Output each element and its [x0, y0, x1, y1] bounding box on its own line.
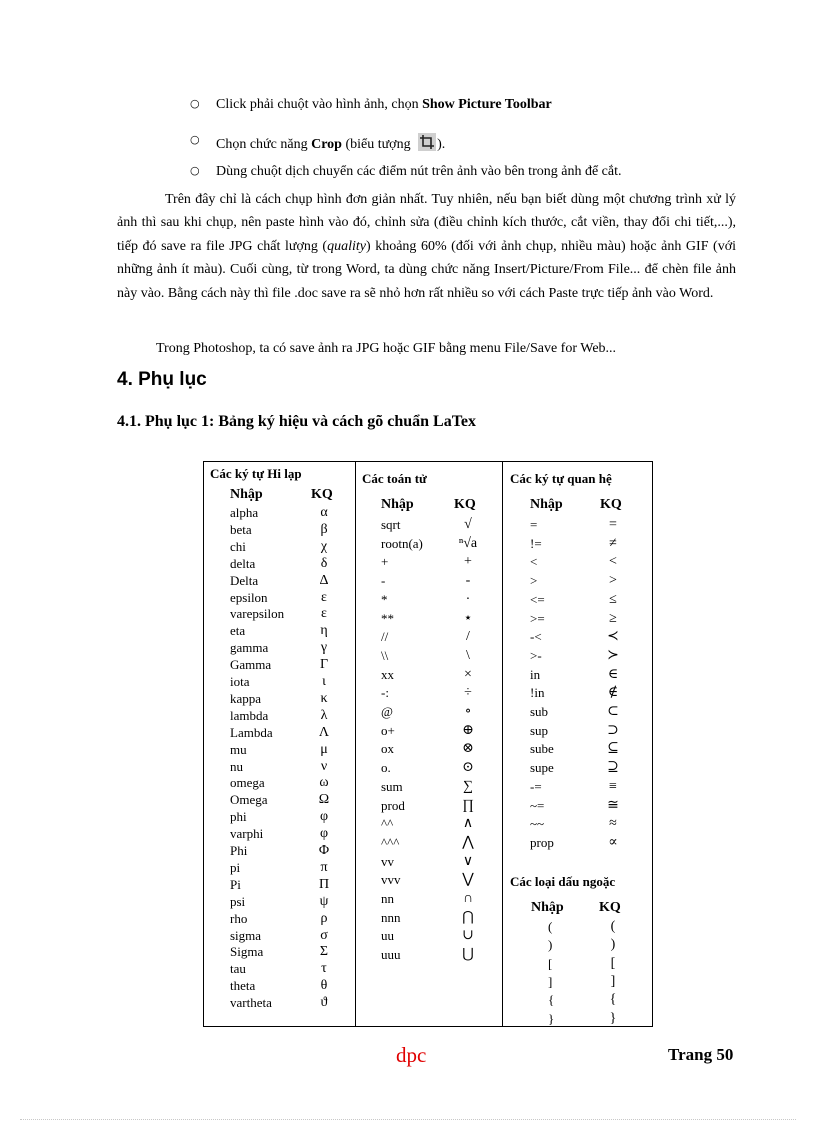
symbol-input: uu	[381, 928, 394, 944]
symbol-input: prod	[381, 797, 405, 813]
symbol-result: ∉	[607, 685, 619, 701]
symbol-input: phi	[230, 809, 247, 825]
symbol-result: ω	[319, 775, 329, 791]
symbol-result: χ	[320, 538, 328, 554]
symbol-input: vv	[381, 853, 394, 869]
symbol-result: ≺	[607, 629, 619, 645]
symbol-input: delta	[230, 555, 256, 571]
symbol-input: **	[381, 610, 394, 626]
symbol-result: ι	[322, 674, 326, 689]
symbol-result: ]	[610, 973, 616, 989]
bullet-text: Chọn chức năng	[216, 137, 312, 152]
symbol-input: -=	[530, 778, 542, 794]
symbol-result: Ω	[318, 792, 330, 808]
symbol-input: !in	[530, 685, 545, 701]
symbol-result: γ	[320, 640, 328, 656]
symbol-input: =	[530, 517, 538, 532]
symbol-result: Γ	[319, 657, 329, 673]
symbol-result: √	[464, 517, 472, 532]
symbol-input: >	[530, 573, 538, 589]
symbol-input: pi	[230, 859, 241, 875]
symbol-result: (	[610, 919, 616, 934]
symbol-input: <=	[530, 591, 545, 607]
symbol-input: Gamma	[230, 657, 272, 673]
greek-result-header: KQ	[311, 487, 333, 502]
symbol-result: ⊆	[607, 741, 619, 757]
symbol-result: Σ	[319, 944, 329, 960]
symbol-result: ≠	[609, 535, 617, 551]
symbol-result: ∨	[462, 853, 474, 869]
column-divider	[355, 462, 356, 1026]
latex-symbol-table	[203, 461, 653, 1027]
symbol-input: iota	[230, 674, 250, 689]
symbol-input: mu	[230, 741, 247, 757]
brackets-section-title: Các loại dấu ngoặc	[510, 874, 616, 889]
symbol-input: nu	[230, 758, 243, 774]
greek-column-title: Các ký tự Hi lạp	[210, 466, 302, 481]
symbol-input: sqrt	[381, 517, 401, 532]
symbol-result: σ	[320, 927, 328, 943]
symbol-result: λ	[320, 707, 328, 723]
paragraph-italic: quality	[327, 238, 366, 254]
symbol-input: epsilon	[230, 589, 268, 605]
symbol-result: Φ	[318, 843, 330, 858]
symbol-input: sube	[530, 741, 554, 757]
symbol-result: ⊂	[607, 704, 619, 719]
symbol-result: ≅	[607, 797, 619, 813]
relations-input-header: Nhập	[530, 497, 563, 512]
symbol-result: >	[609, 573, 617, 589]
symbol-input: <	[530, 554, 538, 570]
symbol-result: ≻	[607, 647, 619, 663]
symbol-input: varepsilon	[230, 606, 285, 622]
symbol-input: alpha	[230, 505, 259, 520]
symbol-result: -	[465, 573, 471, 589]
symbol-input: nnn	[381, 909, 401, 925]
symbol-result: ÷	[464, 685, 472, 701]
symbol-result: +	[464, 554, 472, 570]
brackets-result-header: KQ	[599, 900, 621, 915]
paragraph-text: Trên đây chỉ là cách chụp hình đơn giản nhất. Tuy nhiên, nếu bạn biết dùng một chương trình xử lý ảnh thì sau khi chụp, nên paste hình vào đó, chỉnh sửa (điều chỉnh kích thước, cắt viền, thay đổi chi tiết,...), tiếp đó save ra file JPG chất lượng (	[117, 192, 736, 254]
bullet-bold-text: Show Picture Toolbar	[422, 97, 552, 112]
symbol-input: prop	[530, 834, 554, 850]
symbol-input: o+	[381, 722, 395, 738]
operators-input-header: Nhập	[381, 497, 414, 512]
symbol-input: supe	[530, 760, 554, 776]
symbol-input: *	[381, 591, 388, 607]
crop-icon	[418, 133, 436, 151]
symbol-input: -<	[530, 629, 542, 645]
symbol-input: [	[548, 955, 553, 971]
symbol-result: δ	[320, 555, 328, 571]
symbol-result: ∈	[607, 666, 619, 682]
symbol-result: ⋂	[462, 909, 474, 925]
symbol-input: Phi	[230, 843, 248, 858]
symbol-result: =	[609, 517, 617, 532]
bullet-bold-text: Crop	[311, 137, 342, 152]
symbol-result: /	[466, 629, 470, 645]
symbol-input: Delta	[230, 572, 259, 588]
symbol-result: ⊇	[607, 760, 619, 776]
symbol-result: [	[610, 955, 616, 971]
symbol-result: φ	[319, 809, 329, 825]
symbol-result: ×	[464, 666, 472, 682]
symbol-result: ν	[320, 758, 328, 774]
symbol-result: <	[609, 554, 617, 570]
symbol-input: +	[381, 554, 389, 570]
body-paragraph	[117, 188, 736, 305]
symbol-input: theta	[230, 978, 256, 994]
symbol-input: @	[381, 704, 393, 719]
symbol-result: ϑ	[320, 995, 328, 1011]
symbol-input: rho	[230, 910, 248, 926]
symbol-input: ~=	[530, 797, 545, 813]
body-paragraph-photoshop: Trong Photoshop, ta có save ảnh ra JPG hoặc GIF bằng menu File/Save for Web...	[156, 341, 617, 356]
symbol-result: ∧	[462, 816, 474, 832]
symbol-input: omega	[230, 775, 265, 791]
symbol-input: }	[548, 1010, 555, 1026]
symbol-input: Omega	[230, 792, 268, 808]
symbol-input: lambda	[230, 707, 269, 723]
symbol-result: θ	[320, 978, 328, 994]
greek-input-header: Nhập	[230, 487, 263, 502]
symbol-result: ≤	[609, 591, 617, 607]
symbol-input: kappa	[230, 690, 262, 706]
symbol-input: eta	[230, 623, 246, 639]
symbol-input: xx	[381, 666, 394, 682]
symbol-input: {	[548, 992, 555, 1008]
symbol-result: ∏	[462, 797, 474, 813]
symbol-input: Lambda	[230, 724, 273, 740]
symbol-input: sup	[530, 722, 549, 738]
symbol-input: psi	[230, 893, 246, 909]
symbol-input: >-	[530, 647, 542, 663]
symbol-input: nn	[381, 891, 394, 906]
symbol-input: sub	[530, 704, 549, 719]
symbol-result: α	[320, 505, 328, 520]
symbol-input: \\	[381, 647, 389, 663]
relations-result-header: KQ	[600, 497, 622, 512]
symbol-input: rootn(a)	[381, 535, 423, 551]
symbol-input: )	[548, 937, 553, 953]
symbol-input: o.	[381, 760, 391, 776]
symbol-input: in	[530, 666, 541, 682]
bullet-item	[190, 133, 750, 153]
paragraph-text: ) khoảng 60% (đối với ảnh chụp, nhiều màu) hoặc ảnh GIF (với những ảnh ít màu). Cuối cùng, từ trong Word, ta dùng chức năng Insert/Picture/From File... để chèn file ảnh này vào. Bằng cách này thì file .doc save ra sẽ nhỏ hơn rất nhiều so với cách Paste trực tiếp ảnh vào Word.	[117, 238, 736, 301]
symbol-input: ^^^	[381, 834, 400, 850]
symbol-input: ox	[381, 741, 394, 757]
brackets-input-header: Nhập	[531, 900, 564, 915]
symbol-result: β	[320, 521, 328, 537]
symbol-result: ≈	[609, 816, 617, 832]
symbol-result: ⁿ√a	[458, 535, 478, 551]
symbol-input: >=	[530, 610, 545, 626]
symbol-input: ~~	[530, 816, 545, 832]
symbol-result: ε	[321, 606, 327, 622]
bullet-text: ).	[437, 137, 446, 152]
bullet-circle-icon: ○	[190, 164, 200, 177]
symbol-result: \	[466, 647, 470, 663]
symbol-input: sigma	[230, 927, 262, 943]
symbol-result: κ	[320, 690, 328, 706]
symbol-result: ⋆	[463, 610, 473, 626]
page-bottom-divider	[20, 1119, 796, 1120]
symbol-result: Π	[318, 876, 330, 892]
symbol-result: μ	[320, 741, 328, 757]
symbol-input: (	[548, 919, 553, 934]
symbol-result: ⋃	[462, 947, 474, 963]
symbol-result: ∑	[463, 778, 473, 794]
symbol-result: ∘	[464, 704, 472, 719]
symbol-result: Λ	[318, 724, 330, 740]
symbol-result: ≡	[609, 778, 617, 794]
bullet-item	[190, 164, 750, 184]
symbol-result: }	[609, 1010, 617, 1026]
column-divider	[502, 462, 503, 1026]
symbol-input: vartheta	[230, 995, 272, 1011]
symbol-input: vvv	[381, 872, 401, 888]
bullet-text: Click phải chuột vào hình ảnh, chọn	[216, 97, 423, 112]
bullet-circle-icon: ○	[190, 133, 200, 146]
subsection-heading: 4.1. Phụ lục 1: Bảng ký hiệu và cách gõ chuẩn LaTex	[117, 413, 477, 430]
symbol-input: sum	[381, 778, 403, 794]
symbol-input: varphi	[230, 826, 264, 842]
symbol-input: -	[381, 573, 386, 589]
symbol-result: π	[320, 859, 328, 875]
symbol-result: τ	[321, 961, 327, 977]
symbol-result: ≥	[609, 610, 617, 626]
symbol-result: ⊙	[462, 760, 474, 776]
bullet-text: (biểu tượng	[341, 137, 415, 152]
symbol-input: uuu	[381, 947, 401, 963]
symbol-input: !=	[530, 535, 542, 551]
bullet-item	[190, 97, 750, 117]
symbol-input: tau	[230, 961, 246, 977]
symbol-result: ⋀	[462, 834, 474, 850]
symbol-input: Sigma	[230, 944, 264, 960]
symbol-input: -:	[381, 685, 389, 701]
symbol-result: ε	[321, 589, 327, 605]
symbol-input: ]	[548, 973, 553, 989]
page-number: Trang 50	[668, 1045, 734, 1064]
symbol-result: ψ	[319, 893, 329, 909]
symbol-result: ∝	[608, 834, 618, 850]
symbol-result: ⊃	[607, 722, 619, 738]
symbol-result: ⊕	[462, 722, 474, 738]
bullet-circle-icon: ○	[190, 97, 200, 110]
operators-column-title: Các toán tử	[362, 471, 427, 486]
symbol-input: beta	[230, 521, 252, 537]
symbol-result: ⊗	[462, 741, 474, 757]
operators-result-header: KQ	[454, 497, 476, 512]
symbol-result: {	[609, 992, 617, 1008]
symbol-result: ρ	[320, 910, 328, 926]
symbol-input: gamma	[230, 640, 269, 656]
symbol-result: ⋁	[462, 872, 474, 888]
symbol-result: ∩	[462, 891, 474, 906]
footer-author: dpc	[396, 1043, 427, 1067]
relations-column-title: Các ký tự quan hệ	[510, 471, 612, 486]
symbol-input: ^^	[381, 816, 394, 832]
symbol-input: chi	[230, 538, 246, 554]
symbol-result: φ	[319, 826, 329, 842]
symbol-input: //	[381, 629, 389, 645]
bullet-text: Dùng chuột dịch chuyển các điểm nút trên ảnh vào bên trong ảnh để cắt.	[216, 164, 622, 179]
symbol-result: Δ	[319, 572, 329, 588]
symbol-result: ∪	[462, 928, 474, 944]
symbol-input: Pi	[230, 876, 241, 892]
section-heading: 4. Phụ lục	[117, 369, 207, 390]
symbol-result: η	[320, 623, 328, 639]
symbol-result: )	[610, 937, 616, 953]
symbol-result: ·	[465, 591, 471, 607]
